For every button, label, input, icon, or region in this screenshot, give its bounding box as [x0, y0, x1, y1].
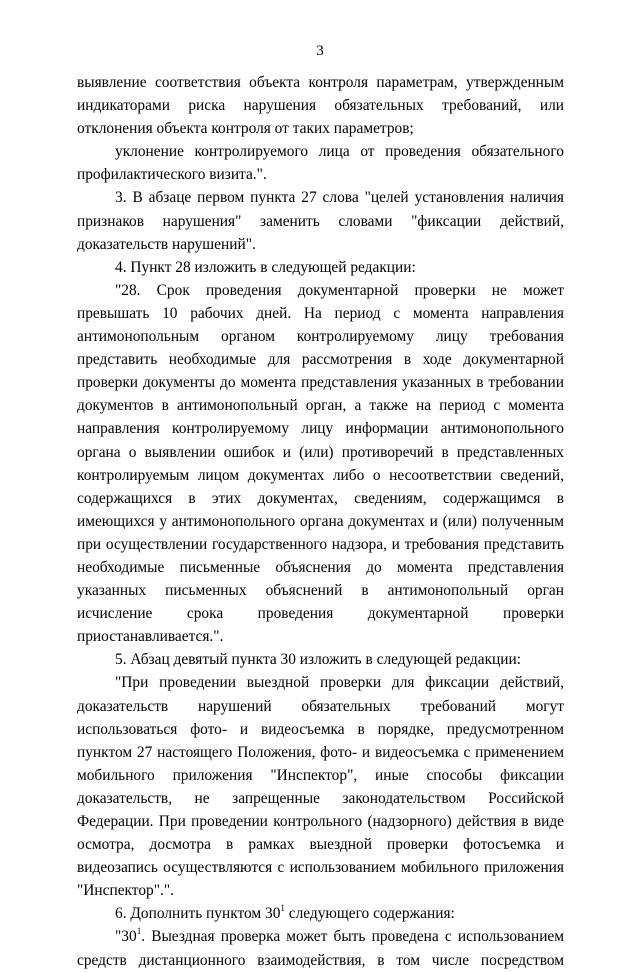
paragraph: 3. В абзаце первом пункта 27 слова "целей установления наличия признаков нарушения" заменить словами "фиксации действий, доказательств нарушений". — [77, 189, 564, 253]
paragraph-text: . Выездная проверка может быть проведена с использованием средств дистанционного взаимодействия, в том числе посредством — [77, 928, 564, 969]
paragraph: выявление соответствия объекта контроля параметрам, утвержденным индикаторами риска нарушения обязательных требований, или отклонения объекта контроля от таких параметров; — [77, 74, 564, 138]
superscript: 1 — [136, 926, 142, 937]
paragraph: 4. Пункт 28 изложить в следующей редакции: — [115, 258, 416, 276]
document-body — [77, 71, 564, 972]
paragraph-text: 6. Дополнить пунктом 30 — [115, 905, 281, 923]
paragraph: "При проведении выездной проверки для фиксации действий, доказательств нарушений обязательных требований могут использоваться фото- и видеосъемка в порядке, предусмотренном пунктом 27 настоящего Положения, фото- и видеосъемка с применением мобильного приложения "Инспектор", иные способы фиксации доказательств, не запрещенные законодательством Российской Федерации. При проведении контрольного (надзорного) действия в виде осмотра, досмотра в рамках выездной проверки фотосъемка и видеозапись осуществляются с использованием мобильного приложения "Инспектор".". — [77, 674, 564, 900]
paragraph: "28. Срок проведения документарной проверки не может превышать 10 рабочих дней. На период с момента направления антимонопольным органом контролируемому лицу требования представить необходимые для рассмотрения в ходе документарной проверки документы до момента представления указанных в требовании документов в антимонопольный орган, а также на период с момента направления контролируемому лицу информации антимонопольного органа о выявлении ошибок и (или) противоречий в представленных контролируемым лицом документах либо о несоответствии сведений, содержащихся в этих документах, сведениям, содержащимся в имеющихся у антимонопольного органа документах и (или) полученным при осуществлении государственного надзора, и требования представить необходимые письменные объяснения до момента представления указанных письменных объяснений в антимонопольный орган исчисление срока проведения документарной проверки приостанавливается.". — [77, 281, 564, 646]
paragraph: уклонение контролируемого лица от проведения обязательного профилактического визита.". — [77, 143, 564, 184]
paragraph — [77, 902, 564, 925]
page-number: 3 — [316, 43, 324, 59]
paragraph — [77, 925, 564, 971]
paragraph: 5. Абзац девятый пункта 30 изложить в следующей редакции: — [115, 651, 522, 669]
superscript: 1 — [280, 903, 285, 914]
paragraph-text: "30 — [115, 928, 137, 946]
paragraph-text: следующего содержания: — [284, 905, 455, 923]
